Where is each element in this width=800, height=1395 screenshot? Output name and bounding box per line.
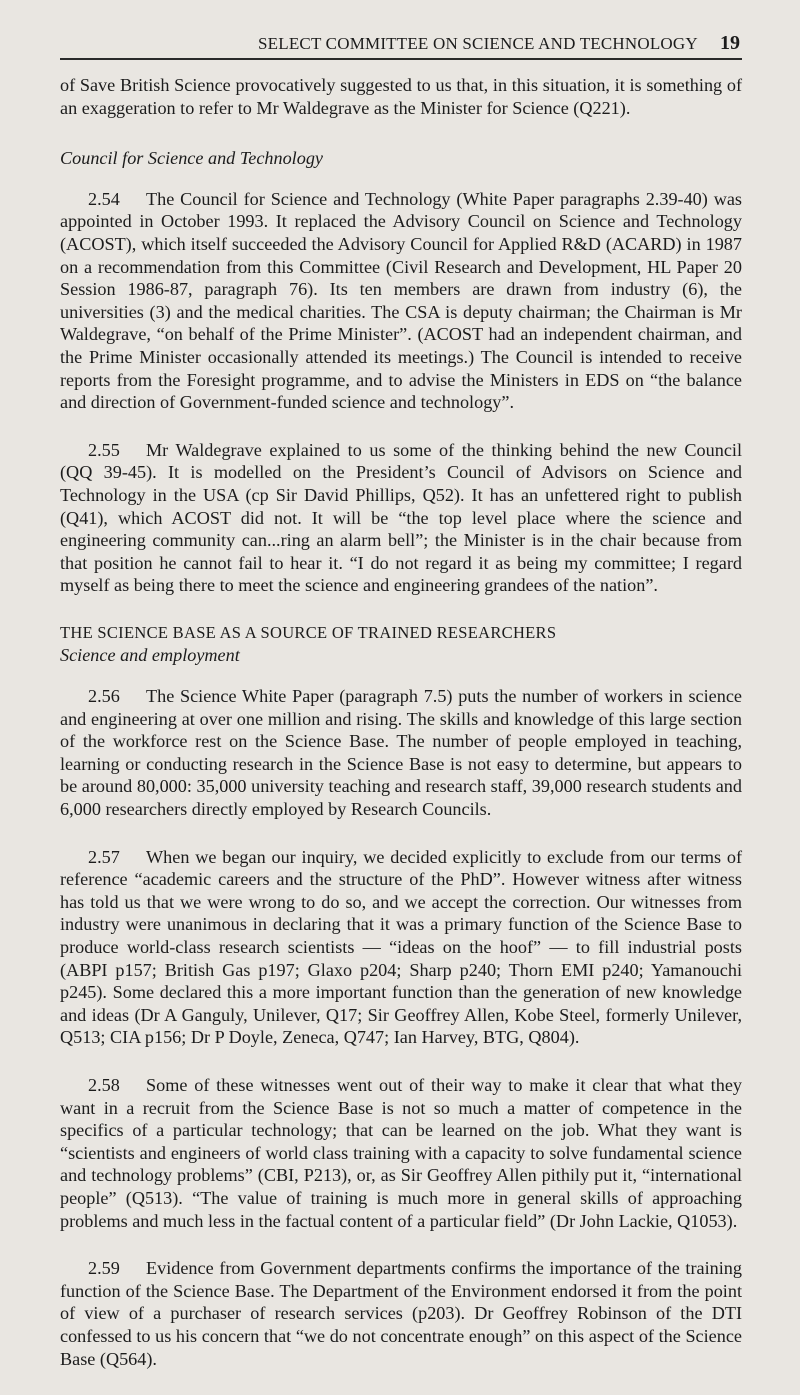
paragraph-number: 2.56 <box>88 686 120 707</box>
running-title: SELECT COMMITTEE ON SCIENCE AND TECHNOLOGY <box>258 34 698 53</box>
page-header <box>60 30 742 60</box>
paragraph-2-58 <box>60 1074 742 1232</box>
paragraph-text: When we began our inquiry, we decided explicitly to exclude from our terms of reference “academic careers and the structure of the PhD”. However witness after witness has told us that we were wrong to do so, and we accept the correction. Our witnesses from industry were unanimous in declaring that it was a primary function of the Science Base to produce world-class research scientists — “ideas on the hoof” — to fill industrial posts (ABPI p157; British Gas p197; Glaxo p204; Sharp p240; Thorn EMI p240; Yamanouchi p245). Some declared this a more important function than the generation of new knowledge and ideas (Dr A Ganguly, Unilever, Q17; Sir Geoffrey Allen, Kobe Steel, formerly Unilever, Q513; CIA p156; Dr P Doyle, Zeneca, Q747; Ian Harvey, BTG, Q804). <box>60 846 742 1048</box>
paragraph-text: Some of these witnesses went out of their way to make it clear that what they want in a recruit from the Science Base is not so much a matter of competence in the specifics of a particular technology; that can be learned on the job. What they want is “scientists and engineers of world class training with a capacity to solve fundamental science and technology problems” (CBI, P213), or, as Sir Geoffrey Allen pithily put it, “international people” (Q513). “The value of training is much more in general skills of approaching problems and much less in the factual content of a particular field” (Dr John Lackie, Q1053). <box>60 1074 742 1231</box>
paragraph-2-59 <box>60 1257 742 1370</box>
paragraph-number: 2.57 <box>88 846 120 867</box>
paragraph-text: Mr Waldegrave explained to us some of the thinking behind the new Council (QQ 39-45). It is modelled on the President’s Council of Advisors on Science and Technology in the USA (cp Sir David Phillips, Q52). It has an unfettered right to publish (Q41), which ACOST did not. It will be “the top level place where the science and engineering community can...ring an alarm bell”; the Minister is in the chair because from that position he cannot fail to hear it. “I do not regard it as being my committee; I regard myself as being there to meet the science and engineering grandees of the nation”. <box>60 439 742 596</box>
page-number: 19 <box>720 32 740 54</box>
paragraph-number: 2.55 <box>88 439 120 460</box>
paragraph-2-56 <box>60 685 742 821</box>
section-heading-science-base: THE SCIENCE BASE AS A SOURCE OF TRAINED RESEARCHERS <box>60 622 557 642</box>
subheading-science-employment: Science and employment <box>60 645 240 666</box>
paragraph-2-55 <box>60 439 742 597</box>
paragraph-number: 2.59 <box>88 1258 120 1279</box>
paragraph-text: Evidence from Government departments confirms the importance of the training function of the Science Base. The Department of the Environment endorsed it from the point of view of a purchaser of research services (p203). Dr Geoffrey Robinson of the DTI confessed to us his concern that “we do not concentrate enough” on this aspect of the Science Base (Q564). <box>60 1258 742 1369</box>
paragraph-number: 2.58 <box>88 1074 120 1095</box>
continued-paragraph: of Save British Science provocatively suggested to us that, in this situation, it is something of an exaggeration to refer to Mr Waldegrave as the Minister for Science (Q221). <box>60 75 742 118</box>
paragraph-text: The Council for Science and Technology (White Paper paragraphs 2.39-40) was appointed in October 1993. It replaced the Advisory Council on Science and Technology (ACOST), which itself succeeded the Advisory Council for Applied R&D (ACARD) in 1987 on a recommendation from this Committee (Civil Research and Development, HL Paper 20 Session 1986-87, paragraph 76). Its ten members are drawn from industry (6), the universities (3) and the medical charities. The CSA is deputy chairman; the Chairman is Mr Waldegrave, “on behalf of the Prime Minister”. (ACOST had an independent chairman, and the Prime Minister occasionally attended its meetings.) The Council is intended to receive reports from the Foresight programme, and to advise the Ministers in EDS on “the balance and direction of Government-funded science and technology”. <box>60 188 742 413</box>
section-heading-council: Council for Science and Technology <box>60 148 323 169</box>
paragraph-2-54 <box>60 188 742 414</box>
page-body <box>60 74 742 1395</box>
paragraph-number: 2.54 <box>88 188 120 209</box>
paragraph-text: The Science White Paper (paragraph 7.5) puts the number of workers in science and engineering at over one million and rising. The skills and knowledge of this large section of the workforce rest on the Science Base. The number of people employed in teaching, learning or conducting research in the Science Base is not easy to determine, but appears to be around 80,000: 35,000 university teaching and research staff, 39,000 research students and 6,000 researchers directly employed by Research Councils. <box>60 686 742 820</box>
paragraph-2-57 <box>60 846 742 1049</box>
